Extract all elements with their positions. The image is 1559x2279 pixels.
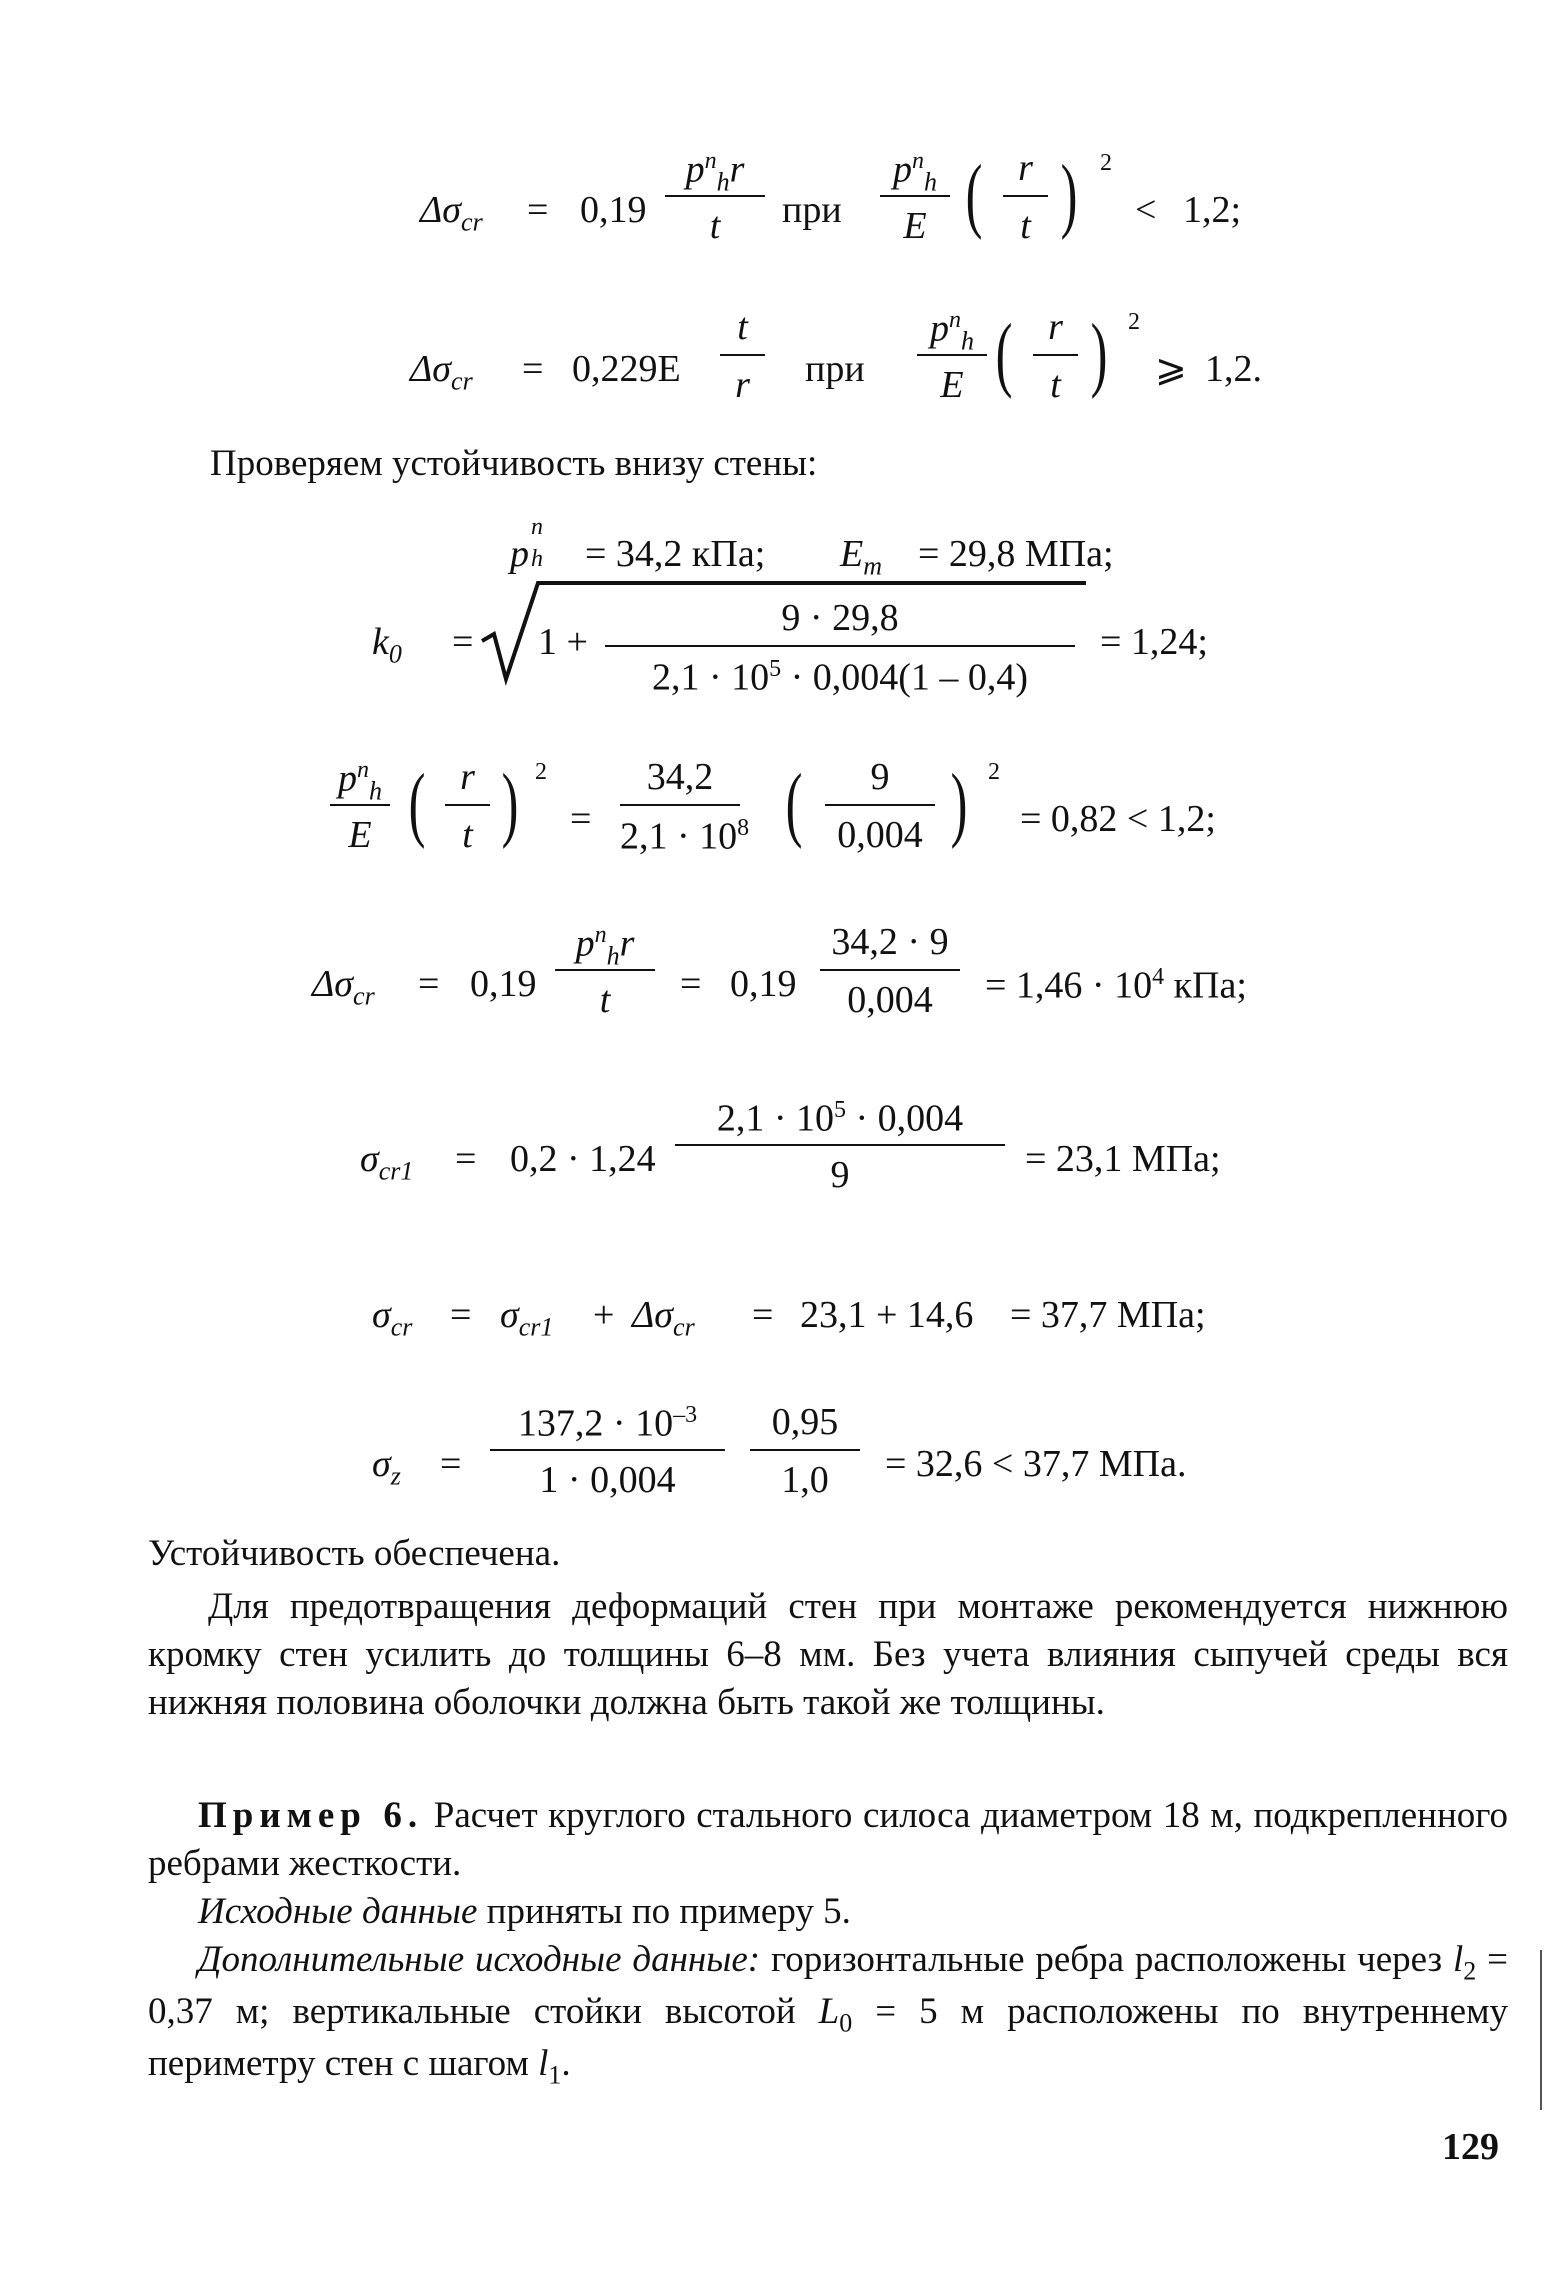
- eq5-fraction-r-t: r t: [445, 754, 490, 864]
- margin-rule: [1540, 1950, 1542, 2110]
- eq4-one-plus: 1 +: [538, 621, 588, 663]
- eq8-term-2: $\Delta\sigma_{cr}$: [632, 1294, 695, 1342]
- eq5-paren2-close: ): [950, 757, 968, 850]
- equation-8: [0, 1280, 1559, 1350]
- eq8-plus: +: [593, 1294, 615, 1336]
- eq3-text-1: = 34,2 кПа;: [585, 533, 766, 575]
- equation-9: [0, 1385, 1559, 1515]
- equation-4: [0, 575, 1559, 705]
- paragraph-stability-ensured: Устойчивость обеспечена.: [148, 1533, 561, 1574]
- eq6-fraction-2: 34,2 · 9 0,004: [820, 919, 960, 1029]
- eq5-fraction-p-E: $p^n_h$ E: [330, 754, 390, 864]
- eq6-coef: 0,19: [470, 963, 537, 1005]
- equation-5: [0, 740, 1559, 870]
- eq5-paren2-open: (: [785, 757, 803, 850]
- eq7-equals: =: [455, 1138, 477, 1180]
- eq1-coef: 0,19: [580, 189, 647, 231]
- eq9-fraction-1: $137,2 \cdot 10^{-3}$ 1 · 0,004: [490, 1399, 725, 1509]
- eq7-lhs: $\sigma_{cr1}$: [360, 1138, 414, 1186]
- eq4-fraction: 9 · 29,8 $2,1 \cdot 10^5 \cdot 0,004(1 - 0,4)$: [605, 595, 1075, 705]
- example-label: Пример 6.: [198, 1795, 424, 1836]
- eq4-lhs: $k_0$: [372, 621, 402, 669]
- eq3-text-2: = 29,8 МПа;: [918, 533, 1114, 575]
- eq2-relation: ⩾: [1155, 348, 1187, 390]
- eq8-sum: 23,1 + 14,6: [800, 1294, 974, 1336]
- equation-6: [0, 905, 1559, 1035]
- check-heading: Проверяем устойчивость внизу стены:: [210, 443, 818, 484]
- eq2-power: 2: [1128, 309, 1140, 335]
- eq5-result: = 0,82 < 1,2;: [1020, 798, 1216, 840]
- eq6-equals-2: =: [680, 963, 702, 1005]
- eq2-value: 1,2.: [1205, 348, 1262, 390]
- eq8-lhs: $\sigma_{cr}$: [372, 1294, 413, 1342]
- eq5-fraction-2: 34,2 $2,1 \cdot 10^8$: [620, 756, 750, 858]
- eq8-equals: =: [450, 1294, 472, 1336]
- eq1-fraction-1: $p^n_hr$ t: [665, 145, 765, 255]
- eq6-coef-2: 0,19: [730, 963, 797, 1005]
- eq6-equals: =: [418, 963, 440, 1005]
- eq2-paren-open: (: [995, 307, 1013, 400]
- eq5-equals: =: [570, 798, 592, 840]
- eq9-equals: =: [440, 1443, 462, 1485]
- eq5-power: 2: [535, 759, 547, 785]
- paragraph-example-6: Пример 6. Расчет круглого стального силоса диаметром 18 м, подкрепленного ребрами жесткости.: [148, 1795, 1508, 1885]
- eq3-E: $E_m$: [840, 533, 882, 581]
- eq8-result: = 37,7 МПа;: [1010, 1294, 1206, 1336]
- eq2-lhs: $\Delta\sigma_{cr}$: [410, 348, 473, 396]
- equation-7: [0, 1080, 1559, 1210]
- paragraph-recommendation: Для предотвращения деформаций стен при монтаже рекомендуется нижнюю кромку стен усилить до толщины 6–8 мм. Без учета влияния сыпучей среды вся нижняя половина оболочки должна быть такой же толщины.: [148, 1586, 1508, 1724]
- eq5-paren-close: ): [501, 757, 519, 850]
- eq1-fraction-2: $p^n_h$ E: [880, 145, 950, 255]
- eq1-paren-close: ): [1060, 148, 1078, 241]
- eq1-value: 1,2;: [1183, 189, 1242, 231]
- equation-2: [0, 290, 1559, 420]
- eq9-lhs: $\sigma_z$: [372, 1443, 401, 1491]
- eq5-paren-open: (: [408, 757, 426, 850]
- eq1-equals: =: [527, 189, 549, 231]
- eq7-result: = 23,1 МПа;: [1025, 1138, 1221, 1180]
- eq7-coef: 0,2 · 1,24: [510, 1138, 656, 1180]
- eq1-power: 2: [1100, 150, 1112, 176]
- paragraph-source-data: Исходные данные приняты по примеру 5.: [198, 1891, 851, 1932]
- eq1-paren-open: (: [965, 148, 983, 241]
- eq3-p: p n h: [510, 514, 543, 575]
- eq8-term-1: $\sigma_{cr1}$: [500, 1294, 554, 1342]
- eq2-fraction-1: t r: [720, 304, 765, 414]
- equation-1: [0, 125, 1559, 255]
- eq2-word-pri: при: [805, 348, 865, 390]
- eq4-result: = 1,24;: [1100, 621, 1208, 663]
- eq2-fraction-2: $p^n_h$ E: [917, 304, 987, 414]
- eq7-fraction: $2,1 \cdot 10^5 \cdot 0,004$ 9: [675, 1094, 1005, 1204]
- eq2-fraction-3: r t: [1033, 304, 1078, 414]
- page-number: 129: [1442, 2126, 1499, 2168]
- eq9-fraction-2: 0,95 1,0: [750, 1399, 860, 1509]
- eq8-equals-2: =: [752, 1294, 774, 1336]
- paragraph-additional-data: Дополнительные исходные данные: горизонтальные ребра расположены через $l_2 = 0,37$ м; вертикальные стойки высотой $L_0 = 5$ м расположены по внутреннему периметру стен с шагом $l_1$.: [148, 1939, 1509, 2090]
- eq1-lhs: $\Delta\sigma_{cr}$: [420, 189, 483, 237]
- eq1-fraction-3: r t: [1003, 145, 1048, 255]
- eq9-result: = 32,6 < 37,7 МПа.: [885, 1443, 1187, 1485]
- eq1-relation: <: [1135, 189, 1157, 231]
- eq4-equals: =: [452, 621, 474, 663]
- eq6-fraction-1: $p^n_hr$ t: [555, 919, 655, 1029]
- eq2-paren-close: ): [1090, 307, 1108, 400]
- eq2-equals: =: [522, 348, 544, 390]
- eq6-result: = $1,46 \cdot 10^4$ кПа;: [985, 964, 1247, 1007]
- eq6-lhs: $\Delta\sigma_{cr}$: [312, 963, 375, 1011]
- eq1-word-pri: при: [782, 189, 842, 231]
- eq2-coef: 0,229E: [572, 348, 681, 390]
- eq5-power-2: 2: [988, 759, 1000, 785]
- eq5-fraction-3: 9 0,004: [825, 754, 935, 864]
